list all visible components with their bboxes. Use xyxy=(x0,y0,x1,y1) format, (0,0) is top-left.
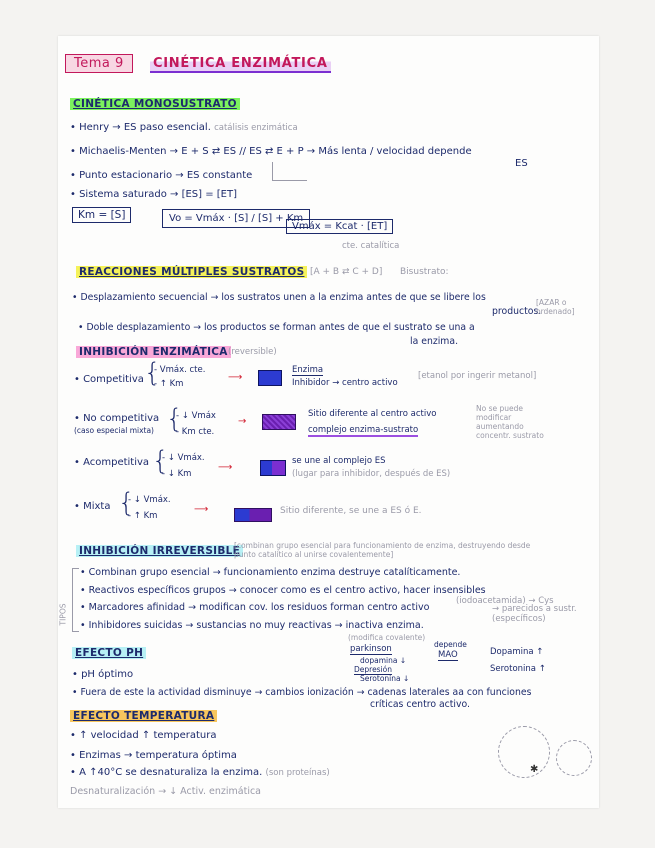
enzyme-sketch-1 xyxy=(498,726,550,778)
temp-desnaturaliza xyxy=(70,767,330,778)
mm-es: ES xyxy=(515,158,528,169)
enzyme-sketch-2 xyxy=(556,740,592,776)
nocomp-sitio: Sitio diferente al centro activo xyxy=(308,409,437,419)
ph-optimo: • pH óptimo xyxy=(72,669,134,680)
irrev-note: [combinan grupo esencial para funcionamiento de enzima, destruyendo desde punto catalítico al unirse covalentemente] xyxy=(234,541,531,559)
temp-velocidad: • ↑ velocidad ↑ temperatura xyxy=(70,730,217,741)
desp-secuencial: • Desplazamiento secuencial → los sustratos unen a la enzima antes de que se libere los xyxy=(72,292,486,303)
irrev-suicidas: • Inhibidores suicidas → sustancias no muy reactivas → inactiva enzima. xyxy=(80,620,424,631)
enzyme-mixta-swatch xyxy=(234,508,272,522)
irrev-combinan: • Combinan grupo esencial → funcionamiento enzima destruye catalíticamente. xyxy=(80,567,461,578)
bisustrato-label: Bisustrato: xyxy=(400,267,449,277)
competitiva-label: • Competitiva xyxy=(74,374,144,385)
comp-inhibidor: Inhibidor → centro activo xyxy=(292,378,398,388)
acomp-lugar: (lugar para inhibidor, después de ES) xyxy=(292,469,451,479)
cte-note: cte. catalítica xyxy=(342,241,400,251)
irrev-marcadores: • Marcadores afinidad → modifican cov. los residuos forman centro activo xyxy=(80,602,430,613)
page-title: CINÉTICA ENZIMÁTICA xyxy=(150,56,331,73)
arrow-mixta: ⟶ xyxy=(194,504,209,515)
serotonina-up: Serotonina ↑ xyxy=(490,664,546,674)
section-inhibicion: INHIBICIÓN ENZIMÁTICA xyxy=(76,346,231,358)
tipos-bracket xyxy=(72,568,79,632)
acomp-vmax: - ↓ Vmáx. xyxy=(162,453,205,463)
comp-note: [etanol por ingerir metanol] xyxy=(418,371,537,381)
tipos-label: TIPOS xyxy=(58,603,68,626)
nocomp-km: - Km cte. xyxy=(176,427,215,437)
irrev-reactivos-note: (iodoacetamida) → Cys xyxy=(456,596,554,606)
section-irreversible: INHIBICIÓN IRREVERSIBLE xyxy=(76,545,243,557)
nocompetitiva-sub: (caso especial mixta) xyxy=(74,426,154,435)
dopamina-up: Dopamina ↑ xyxy=(490,647,544,657)
enzyme-acompetitiva-swatch xyxy=(260,460,286,476)
comp-vmax: - Vmáx. cte. xyxy=(154,365,206,375)
enzyme-competitiva-swatch xyxy=(258,370,282,386)
mao-label: MAO xyxy=(438,650,458,660)
brace-mixta: { xyxy=(118,488,135,518)
temp-optima: • Enzimas → temperatura óptima xyxy=(70,750,237,761)
topic-label: Tema 9 xyxy=(65,54,133,73)
doble-desplazamiento: • Doble desplazamiento → los productos se forman antes de que el sustrato se una a xyxy=(78,322,475,333)
arrow-nocompetitiva: → xyxy=(238,416,247,427)
irrev-suicidas-note: (modifica covalente) xyxy=(348,633,426,642)
mm-line: • Michaelis-Menten → E + S ⇄ ES // ES ⇄ E + P → Más lenta / velocidad depende xyxy=(70,146,472,157)
henry-note: catálisis enzimática xyxy=(214,123,298,133)
nocomp-note: No se puede modificar aumentando concentr. sustrato xyxy=(476,404,544,440)
sistema-line: • Sistema saturado → [ES] = [ET] xyxy=(70,189,238,200)
nocompetitiva-label: • No competitiva xyxy=(74,413,160,424)
mixta-label: • Mixta xyxy=(74,501,111,512)
temp-proteinas-note: (son proteínas) xyxy=(265,768,330,778)
desp-secuencial-note: [AZAR o ordenado] xyxy=(536,298,575,316)
mao-depende: depende xyxy=(434,640,467,649)
henry-text: • Henry → ES paso esencial. xyxy=(70,122,211,133)
mm-graph-sketch xyxy=(272,162,307,181)
vo-box: Vo = Vmáx · [S] / [S] + Km xyxy=(162,209,310,228)
vmax-box: Vmáx = Kcat · [ET] xyxy=(286,219,393,234)
temp-desnaturalizacion: Desnaturalización → ↓ Activ. enzimática xyxy=(70,786,262,797)
serotonina-down: Serotonina ↓ xyxy=(360,674,410,683)
km-box: Km = [S] xyxy=(72,207,131,223)
parkinson-label: parkinson xyxy=(350,644,392,654)
mixta-km: - ↑ Km xyxy=(128,511,158,521)
mixta-vmax: - ↓ Vmáx. xyxy=(128,495,171,505)
arrow-competitiva: ⟶ xyxy=(228,372,243,383)
ph-fuera: • Fuera de este la actividad disminuye → cambios ionización → cadenas laterales aa con funciones xyxy=(72,687,532,698)
comp-km: - ↑ Km xyxy=(154,379,184,389)
irrev-reactivos: • Reactivos específicos grupos → conocer como es el centro activo, hacer insensibles xyxy=(80,585,486,596)
star-mark: ✱ xyxy=(530,764,539,775)
notes-page xyxy=(58,36,599,808)
brace-acompetitiva: { xyxy=(152,446,169,476)
nocomp-vmax: - ↓ Vmáx xyxy=(176,411,216,421)
section-monosustrato: CINÉTICA MONOSUSTRATO xyxy=(70,98,240,110)
nocomp-complejo: complejo enzima-sustrato xyxy=(308,425,419,435)
acomp-km: - ↓ Km xyxy=(162,469,192,479)
arrow-acompetitiva: ⟶ xyxy=(218,462,233,473)
acomp-une: se une al complejo ES xyxy=(292,456,386,466)
henry-line xyxy=(70,122,298,133)
depresion-label: Depresión xyxy=(354,665,393,674)
doble-desplazamiento-cont: la enzima. xyxy=(410,336,459,347)
irrev-marcadores-note: → parecidos a sustr. (específicos) xyxy=(492,604,577,624)
ph-fuera-cont: críticas centro activo. xyxy=(370,699,471,710)
section-multiples: REACCIONES MÚLTIPLES SUSTRATOS xyxy=(76,266,307,278)
enzyme-nocompetitiva-swatch xyxy=(262,414,296,430)
section-ph: EFECTO PH xyxy=(72,647,146,659)
temp-desnaturaliza-text: • A ↑40°C se desnaturaliza la enzima. xyxy=(70,767,263,778)
acompetitiva-label: • Acompetitiva xyxy=(74,457,150,468)
dopamina-down: dopamina ↓ xyxy=(360,656,407,665)
reversible-note: (reversible) xyxy=(228,347,277,357)
mixta-sitio: Sitio diferente, se une a ES ó E. xyxy=(280,506,422,516)
brace-competitiva: { xyxy=(144,358,161,388)
comp-enzima: Enzima xyxy=(292,365,324,375)
brace-nocompetitiva: { xyxy=(166,404,183,434)
punto-line: • Punto estacionario → ES constante xyxy=(70,170,253,181)
desp-secuencial-cont: productos. xyxy=(492,306,542,317)
multi-equation: [A + B ⇄ C + D] xyxy=(310,267,383,277)
section-temperatura: EFECTO TEMPERATURA xyxy=(70,710,217,722)
